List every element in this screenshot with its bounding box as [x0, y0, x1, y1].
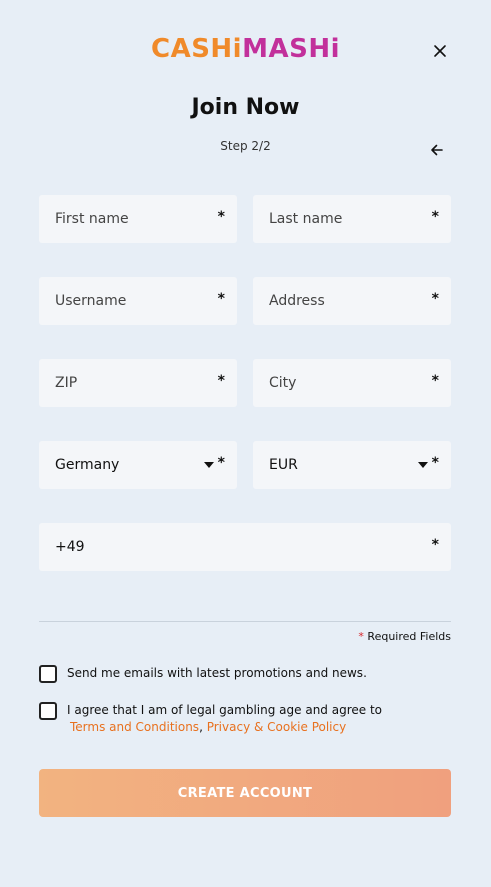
divider — [39, 621, 451, 622]
address-field[interactable] — [253, 277, 451, 325]
age-consent-text — [67, 702, 382, 736]
promotions-label: Send me emails with latest promotions and news. — [67, 666, 367, 680]
required-marker: * — [431, 291, 439, 307]
age-checkbox[interactable] — [39, 702, 57, 720]
required-marker: * — [431, 209, 439, 225]
close-icon[interactable] — [429, 40, 451, 62]
first-name-placeholder: First name — [55, 211, 129, 227]
promotions-checkbox[interactable] — [39, 665, 57, 683]
promotions-consent — [39, 665, 367, 683]
required-marker: * — [217, 455, 225, 471]
age-consent-label: I agree that I am of legal gambling age and agree to — [67, 703, 382, 717]
logo-part-cashi: CASHi — [150, 34, 243, 64]
currency-select[interactable] — [253, 441, 451, 489]
age-consent — [39, 702, 382, 736]
caret-down-icon — [418, 462, 428, 468]
terms-link[interactable]: Terms and Conditions — [70, 720, 200, 734]
country-value: Germany — [55, 457, 120, 473]
logo — [0, 34, 491, 64]
country-select[interactable] — [39, 441, 237, 489]
zip-placeholder: ZIP — [55, 375, 78, 391]
required-fields-note — [358, 630, 451, 643]
currency-value: EUR — [269, 457, 298, 473]
phone-value: +49 — [55, 539, 85, 555]
arrow-left-icon[interactable] — [427, 140, 447, 160]
required-marker: * — [217, 291, 225, 307]
privacy-link[interactable]: Privacy & Cookie Policy — [206, 720, 347, 734]
username-field[interactable] — [39, 277, 237, 325]
address-placeholder: Address — [269, 293, 325, 309]
zip-field[interactable] — [39, 359, 237, 407]
city-placeholder: City — [269, 375, 297, 391]
last-name-placeholder: Last name — [269, 211, 343, 227]
required-fields-label: Required Fields — [367, 630, 451, 643]
required-marker: * — [431, 373, 439, 389]
city-field[interactable] — [253, 359, 451, 407]
create-account-button[interactable]: CREATE ACCOUNT — [39, 769, 451, 817]
caret-down-icon — [204, 462, 214, 468]
phone-field[interactable] — [39, 523, 451, 571]
step-indicator: Step 2/2 — [220, 139, 271, 153]
required-marker: * — [217, 373, 225, 389]
last-name-field[interactable] — [253, 195, 451, 243]
required-marker: * — [217, 209, 225, 225]
link-separator: , — [199, 720, 203, 734]
required-star: * — [358, 630, 364, 643]
required-marker: * — [431, 455, 439, 471]
page-title: Join Now — [191, 95, 300, 120]
first-name-field[interactable] — [39, 195, 237, 243]
username-placeholder: Username — [55, 293, 127, 309]
required-marker: * — [431, 537, 439, 553]
logo-part-mashi: MASHi — [242, 34, 340, 64]
